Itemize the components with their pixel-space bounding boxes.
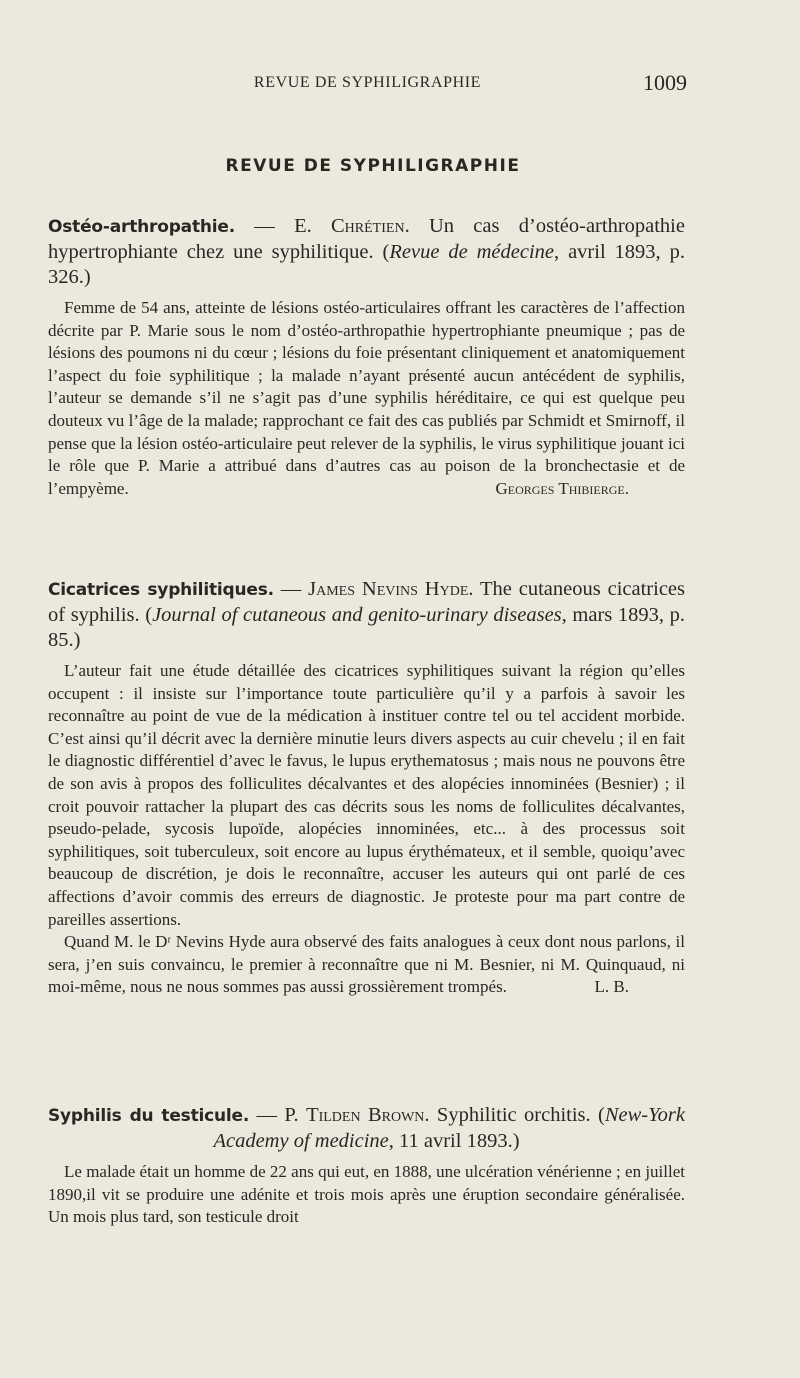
article-paragraph	[48, 931, 685, 999]
article-author: Tilden Brown	[306, 1104, 425, 1126]
article-citation: , mars 1893, p. 85.)	[48, 604, 685, 651]
article-rubric: Cicatrices syphilitiques.	[48, 580, 274, 600]
article-paragraph	[48, 297, 685, 500]
article-citation: , avril 1893, p. 326.)	[48, 241, 685, 288]
running-header	[48, 70, 687, 98]
running-title: REVUE DE SYPHILIGRAPHIE	[253, 74, 482, 91]
article-author: Chrétien	[331, 215, 405, 237]
heading-dash: — E.	[235, 215, 331, 237]
article-signature: L. B.	[594, 977, 629, 997]
article-rubric: Ostéo-arthropathie.	[48, 217, 235, 237]
page-number: 1009	[643, 70, 687, 95]
paragraph-text: Quand M. le Dʳ Nevins Hyde aura observé des faits analogues à ceux dont nous parlons, il sera, j’en suis convaincu, le premier à reconnaître que ni M. Besnier, ni M. Quinquaud, ni moi-même, nous ne nous sommes pas aussi grossièrement trompés.	[48, 932, 685, 997]
article-heading	[48, 214, 685, 290]
article-title: . Un cas d’ostéo-arthropathie hypertrophiante chez une syphilitique. (	[48, 215, 685, 263]
article-title: . Syphilitic orchitis. (	[424, 1104, 605, 1126]
article-source: Journal of cutaneous and genito-urinary diseases	[152, 604, 562, 626]
article-heading	[48, 577, 685, 653]
article-rubric: Syphilis du testicule.	[48, 1106, 250, 1126]
article-osteo-arthropathie	[48, 214, 685, 500]
article-title: . The cutaneous cicatrices of syphilis. (	[48, 578, 685, 626]
article-heading	[48, 1103, 685, 1154]
paragraph-text: Femme de 54 ans, atteinte de lésions ostéo-articulaires offrant les caractères de l’affection décrite par P. Marie sous le nom d’ostéo-arthropathie hypertrophiante pneumique ; pas de lésions des poumons ni du cœur ; lésions du foie présentant cliniquement et anatomiquement l’aspect du foie syphilitique ; la malade n’ayant présenté aucun antécédent de syphilis, l’auteur se demande s’il ne s’agit pas d’une syphilis héréditaire, ce qui est quelque peu douteux vu l’âge de la malade; rapprochant ce fait des cas publiés par Schmidt et Smirnoff, il pense que la lésion ostéo-articulaire peut relever de la syphilis, le virus syphilitique jouant ici le rôle que P. Marie a attribué dans d’autres cas au poison de la bronchectasie et de l’empyème.	[48, 298, 685, 498]
article-source: New-York Academy of medicine	[213, 1104, 685, 1152]
article-author: James Nevins Hyde	[308, 578, 469, 600]
article-citation: , 11 avril 1893.)	[388, 1130, 520, 1152]
heading-dash: — P.	[249, 1104, 307, 1126]
article-syphilis-testicule	[48, 1103, 685, 1229]
article-paragraph: Le malade était un homme de 22 ans qui eut, en 1888, une ulcération vénérienne ; en juillet 1890,il vit se produire une adénite et trois mois après une éruption secondaire généralisée. Un mois plus tard, son testicule droit	[48, 1162, 685, 1227]
article-cicatrices-syphilitiques	[48, 577, 685, 999]
article-signature: Georges Thibierge.	[495, 478, 629, 498]
article-paragraph: L’auteur fait une étude détaillée des cicatrices syphilitiques suivant la région qu’elles occupent : il insiste sur l’importance toute particulière qu’il y a parfois à savoir les reconnaître au point de vue de la médication à instituer contre tel ou tel accident morbide. C’est ainsi qu’il décrit avec la dernière minutie leurs divers aspects au cuir chevelu ; il en fait le diagnostic différentiel d’avec le favus, le lupus erythematosus ; mais nous ne pouvons être de son avis à propos des folliculites décalvantes et des alopécies innominées (Besnier) ; il croit pouvoir rattacher la plupart des cas décrits sous les noms de folliculites décalvantes, pseudo-pelade, sycosis lupoïde, alopécies innominées, etc... à des processus soit syphilitiques, soit tuberculeux, soit encore au lupus érythémateux, et il semble, quoiqu’avec beaucoup de discrétion, je dois le reconnaître, accuser les auteurs qui ont parlé de ces affections d’avoir commis des erreurs de diagnostic. Je proteste pour ma part contre de pareilles assertions.	[48, 661, 685, 929]
article-source: Revue de médecine	[389, 241, 555, 263]
heading-dash: —	[273, 578, 309, 600]
section-heading: REVUE DE SYPHILIGRAPHIE	[225, 156, 521, 176]
